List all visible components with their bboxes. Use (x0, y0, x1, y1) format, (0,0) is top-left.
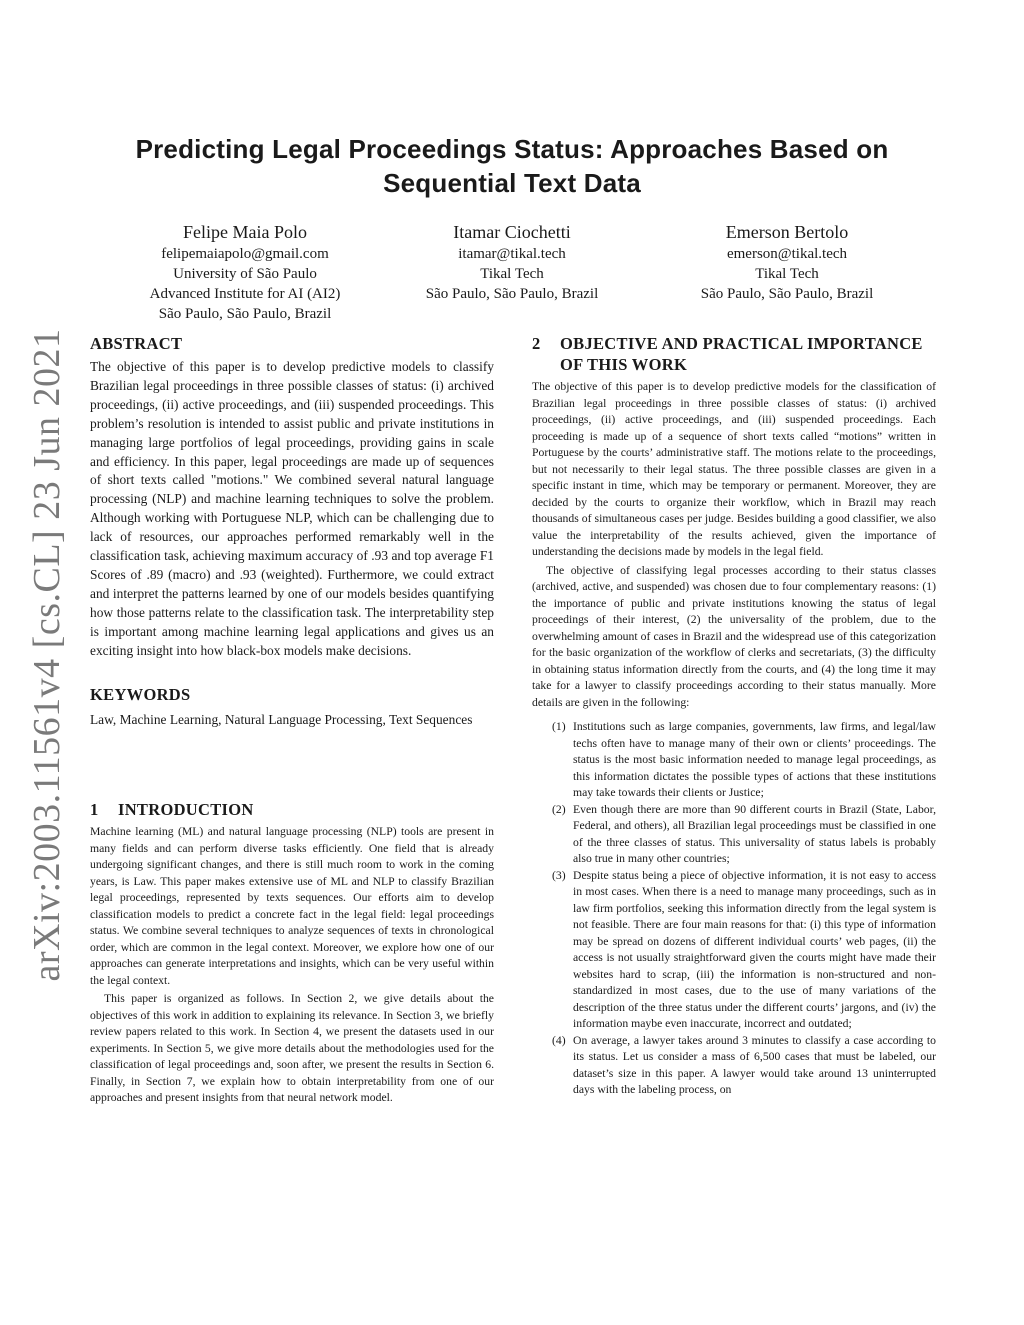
author-block (90, 220, 934, 330)
objective-heading (532, 333, 936, 375)
list-item (532, 719, 936, 802)
author-email: felipemaiapolo@gmail.com (161, 246, 329, 262)
list-marker: (3) (552, 868, 566, 882)
list-marker: (1) (552, 720, 566, 733)
keywords-section (90, 684, 494, 730)
author-name: Felipe Maia Polo (183, 222, 307, 242)
author-affiliation: University of São Paulo (173, 266, 317, 282)
intro-paragraph-1: Machine learning (ML) and natural language processing (NLP) tools are present in many fields and can perform diverse tasks efficiently. One field that is already undergoing significant changes, and there is still much room to work in the coming years, is Law. This paper makes extensive use of ML and NLP to classify Brazilian legal proceedings, represented by texts sequences. Our efforts aim to develop classification models to predict a concrete fact in the legal field: legal proceedings status. We combine several techniques to analyze sequences of texts in chronological order, which are common in the legal context. Moreover, we explore how one of our approaches can generate interpretations and insights, which can be very useful within the legal context. (90, 825, 494, 987)
author-3 (654, 220, 920, 304)
author-affiliation: São Paulo, São Paulo, Brazil (700, 286, 874, 302)
list-text: On average, a lawyer takes around 3 minutes to classify a case according to its status. Let us consider a mass of 6,500 cases that must be labeled, our dataset’s size in this paper. A lawyer would take around 13 uninterrupted days with the labeling process, on (573, 1033, 936, 1096)
author-name: Emerson Bertolo (725, 222, 849, 242)
arxiv-stamp (22, 328, 72, 982)
author-2 (380, 220, 644, 304)
objective-section (532, 333, 936, 1099)
abstract-text: The objective of this paper is to develop predictive models to classify Brazilian legal proceedings in three possible classes of status: (i) archived proceedings, (ii) active proceedings, and (iii) suspended proceedings. This problem’s resolution is intended to assist public and private institutions in managing large portfolios of legal proceedings, providing gains in scale and efficiency. In this paper, legal proceedings are made up of sequences of short texts called "motions." We combined several natural language processing (NLP) and machine learning techniques to solve the problem. Although working with Portuguese NLP, which can be challenging due to lack of resources, our approaches performed remarkably well in the classification task, achieving maximum accuracy of .93 and top average F1 Scores of .89 (macro) and .93 (weighted). Furthermore, we could extract and interpret the patterns learned by one of our models besides quantifying how those patterns relate to the classification task. The interpretability step is important among machine learning legal applications and gives us an exciting insight into how black-box models make decisions. (90, 359, 494, 658)
list-item (532, 868, 936, 1033)
introduction-section (90, 799, 494, 1107)
list-marker: (2) (552, 802, 566, 816)
list-text: Institutions such as large companies, governments, law firms, and legal/law techs often have to manage many of their own or clients’ proceedings. The status is the most basic information needed to manage legal proceedings, as this information dictates the possible types of actions that these institutions may take towards their clients or Justice; (573, 720, 936, 799)
author-affiliation: São Paulo, São Paulo, Brazil (158, 306, 332, 322)
section-title: INTRODUCTION (118, 800, 254, 820)
section-number: 2 (532, 334, 541, 353)
author-affiliation: Advanced Institute for AI (AI2) (149, 286, 341, 302)
author-1 (90, 220, 400, 324)
author-affiliation: Tikal Tech (755, 266, 819, 282)
author-affiliation: São Paulo, São Paulo, Brazil (425, 286, 599, 302)
keywords-text: Law, Machine Learning, Natural Language Processing, Text Sequences (90, 711, 473, 727)
author-name: Itamar Ciochetti (453, 222, 571, 242)
author-affiliation: Tikal Tech (480, 266, 544, 282)
objective-paragraph-1: The objective of this paper is to develop predictive models for the classification of Brazilian legal proceedings in three possible classes of status: (i) archived proceedings, (ii) active proceedings, and (iii) suspended proceedings. Each proceeding is made up of a sequence of short texts called “motions” written in Portuguese by the courts’ administrative staff. The motions relate to the proceedings, but not necessarily to their legal status. The three possible classes are given in a specific instant in time, which may be temporary or permanent. Moreover, they are decided by the courts to organize their workflow, which in Brazil may reach thousands of simultaneous cases per judge. Besides building a good classifier, we also value the interpretability of the results achieved, given the importance of understanding the decisions made by models in the legal field. (532, 380, 936, 558)
list-item (532, 802, 936, 868)
keywords-heading: KEYWORDS (90, 684, 191, 704)
reasons-list (532, 719, 936, 1099)
introduction-heading (90, 799, 494, 820)
list-text: Despite status being a piece of objective information, it is not easy to access in most cases. When there is a need to manage many proceedings, such as in law firm portfolios, seeking this information directly from the legal system is not feasible. There are four main reasons for that: (i) this type of information may be spread on dozens of different individual courts’ web pages, (ii) the access is not usually straightforward given the courts might have made their websites hard to scrap, (iii) the information is non-structured and non-standardized in most cases, due to the use of many variations of the description of the three status under the different courts’ jargons, and (iv) the information maybe even inaccurate, incorrect and outdated; (573, 868, 936, 1030)
list-text: Even though there are more than 90 different courts in Brazil (State, Labor, Federal, and others), all Brazilian legal proceedings must be classified in one of the three classes of status. This universality of status labels is probably also true in many other countries; (573, 802, 936, 865)
author-email: itamar@tikal.tech (458, 246, 566, 262)
list-item (532, 1033, 936, 1099)
author-email: emerson@tikal.tech (726, 246, 848, 262)
intro-paragraph-2: This paper is organized as follows. In Section 2, we give details about the objectives of this work in addition to explaining its relevance. In Section 3, we briefly review papers related to this work. In Section 4, we present the datasets used in our experiments. In Section 5, we give more details about the methodologies used for the classification of legal proceedings and, soon after, we present the results in Section 6. Finally, in Section 7, we explain how to obtain interpretability from one of our approaches and present insights from that neural network model. (90, 992, 494, 1105)
section-title: OBJECTIVE AND PRACTICAL IMPORTANCE OF THIS WORK (560, 334, 923, 374)
left-column (90, 333, 494, 1107)
right-column (532, 333, 936, 1099)
abstract-section (90, 333, 494, 661)
list-marker: (4) (552, 1033, 566, 1047)
objective-paragraph-2: The objective of classifying legal processes according to their status classes (archived, active, and suspended) was chosen due to four complementary reasons: (1) the importance of public and private institutions knowing the status of legal proceedings of their interest, (2) the universality of the problem, due to the overwhelming amount of cases in Brazil and the widespread use of this categorization for the basic organization of the workflow of clerks and secretariats, (3) the difficulty in obtaining status information directly from the courts, and (4) the long time it may take for a lawyer to classify proceedings according to their status manually. More details are given in the following: (532, 563, 936, 709)
section-number: 1 (90, 800, 99, 820)
paper-title: Predicting Legal Proceedings Status: Approaches Based on Sequential Text Data (135, 134, 889, 198)
arxiv-identifier: arXiv:2003.11561v4 [cs.CL] 23 Jun 2021 (26, 328, 68, 982)
abstract-heading: ABSTRACT (90, 334, 183, 353)
